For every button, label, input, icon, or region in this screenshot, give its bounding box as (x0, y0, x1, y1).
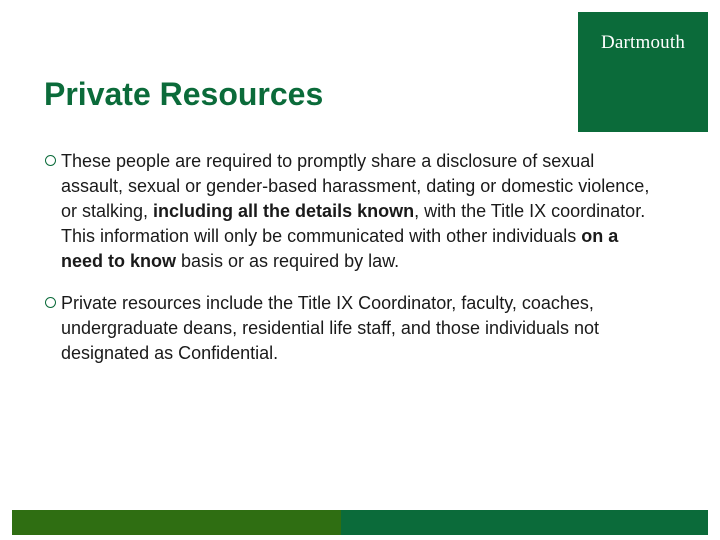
bullet-text (61, 293, 599, 363)
bullet-text-emphasis: on a need to know (61, 226, 619, 271)
bullet-text-part: Private resources include the Title IX Coordinator, faculty, coaches, undergraduate deans, residential life staff, and those individuals not designated as Confidential. (61, 293, 600, 363)
footer-bar-right-segment (341, 510, 708, 535)
footer-bar-left-segment (12, 510, 341, 535)
logo-wordmark: Dartmouth (600, 32, 686, 53)
bullet-item (44, 149, 654, 274)
bullet-text-part: These people are required to promptly share a disclosure of sexual assault, sexual or gender-based harassment, dating or domestic violence, or stalking, (61, 151, 650, 221)
dartmouth-logo (578, 12, 708, 132)
hollow-circle-bullet-icon (45, 297, 56, 308)
bullet-text-part: basis or as required by law. (176, 251, 400, 271)
bullet-text-emphasis: including all the details known (153, 201, 415, 221)
bullet-item (44, 291, 654, 366)
bullet-list (44, 149, 654, 383)
bullet-text-part: , with the Title IX coordinator. This information will only be communicated with other individuals (61, 201, 646, 246)
bullet-text (61, 151, 649, 271)
slide-title: Private Resources (44, 76, 324, 112)
footer-bar (12, 510, 708, 535)
hollow-circle-bullet-icon (45, 155, 56, 166)
